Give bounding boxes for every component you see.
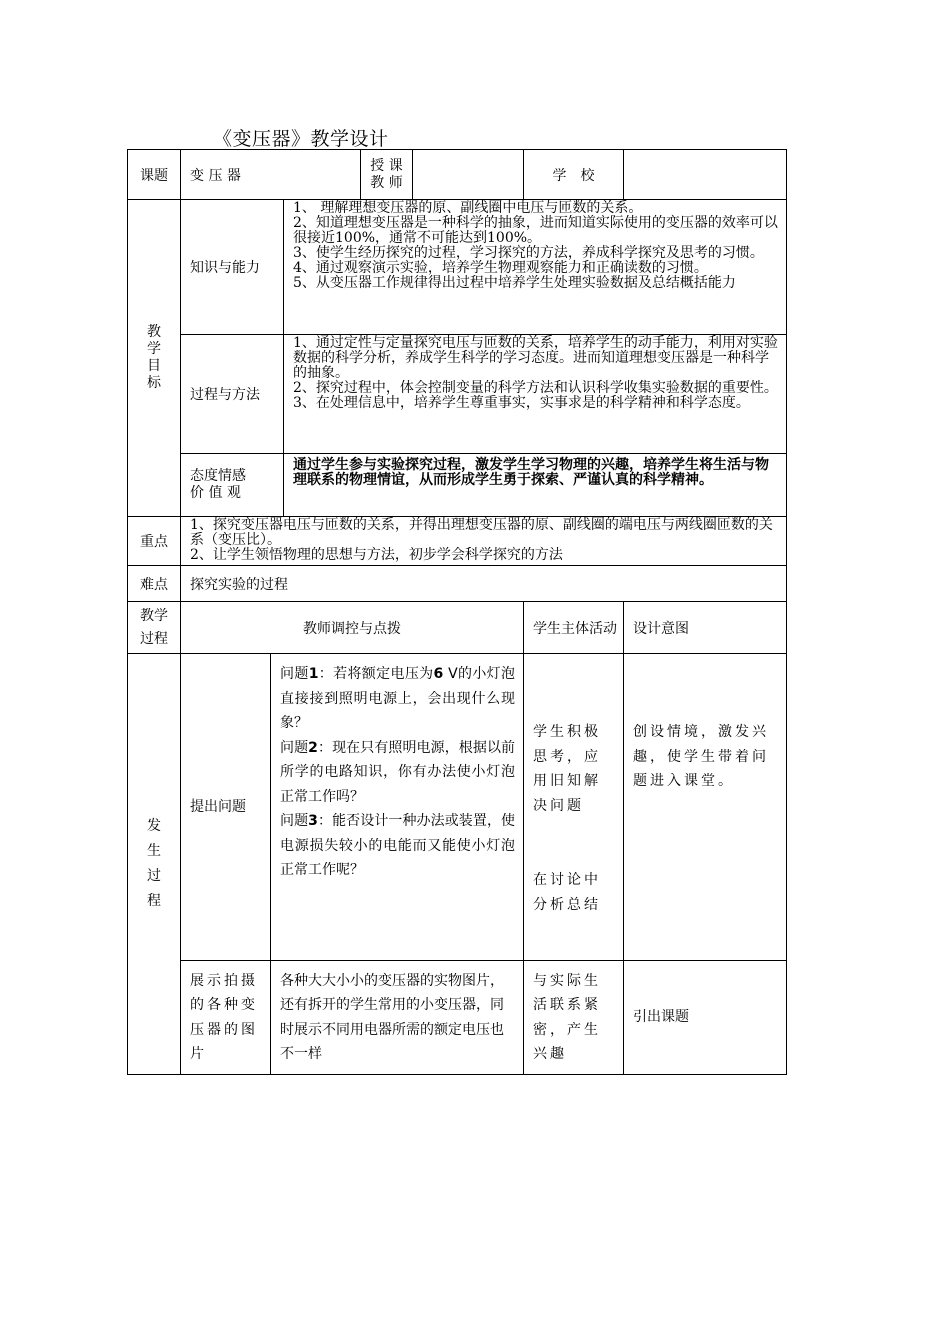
objectives-label-char: 标: [147, 375, 161, 391]
process-header-label: [128, 602, 181, 654]
student-activity-1: [524, 654, 624, 961]
process-rows-label-char: 程: [147, 893, 161, 909]
objectives-label-char: 教: [147, 324, 161, 340]
objectives-label-char: 学: [147, 341, 161, 357]
question-number: 2: [308, 739, 318, 756]
question-3: [280, 809, 515, 883]
question-prefix: 问题: [280, 739, 309, 756]
design-column-header: 设计意图: [624, 602, 787, 654]
knowledge-line: 3、使学生经历探究的过程，学习探究的方法，养成科学探究及思考的习惯。: [293, 245, 764, 261]
teacher-show-pictures: 各种大大小小的变压器的实物图片，还有拆开的学生常用的小变压器，同时展示不同用电器所需的额定电压也不一样: [271, 961, 524, 1075]
student-activity-2: 与实际生活联系紧密，产生兴趣: [524, 961, 624, 1075]
school-label: 学 校: [524, 150, 624, 200]
process-header-label-line-1: 教学: [140, 607, 168, 624]
attitude-label-line-2: 价 值 观: [190, 485, 241, 501]
objective-attitude-row: [128, 454, 787, 517]
difficulty-row: [128, 566, 787, 602]
question-number: 3: [308, 813, 318, 829]
difficulty-content: 探究实验的过程: [181, 566, 787, 602]
question-2: [280, 736, 515, 810]
knowledge-line: 1、 理解理想变压器的原、副线圈中电压与匝数的关系。: [293, 200, 643, 216]
question-text: V的小灯泡直接接到照明电源上，会出现什么现象？: [280, 666, 516, 731]
question-prefix: 问题: [280, 813, 309, 829]
key-points-row: [128, 517, 787, 566]
process-line: 2、探究过程中，体会控制变量的科学方法和认识科学收集实验数据的重要性。: [293, 380, 778, 396]
topic-label: 课题: [128, 150, 181, 200]
objectives-label: [128, 200, 181, 517]
knowledge-label: 知识与能力: [181, 200, 284, 335]
key-points-label: 重点: [128, 517, 181, 566]
process-row-pictures: [128, 961, 787, 1075]
knowledge-line: 4、通过观察演示实验，培养学生物理观察能力和正确读数的习惯。: [293, 260, 708, 276]
knowledge-line: 2、知道理想变压器是一种科学的抽象，进而知道实际使用的变压器的效率可以很接近100%，通常不可能达到100%。: [293, 215, 778, 246]
question-1: [280, 662, 515, 736]
teacher-value: [413, 150, 524, 200]
process-header-label-line-2: 过程: [140, 630, 168, 647]
process-header-row: [128, 602, 787, 654]
header-row: [128, 150, 787, 200]
objective-knowledge-row: [128, 200, 787, 335]
school-value: [624, 150, 787, 200]
teacher-column-header: 教师调控与点拨: [181, 602, 524, 654]
key-points-content: [181, 517, 787, 566]
design-intent-2: 引出课题: [624, 961, 787, 1075]
process-rows-label-char: 生: [147, 843, 161, 859]
knowledge-line: 5、从变压器工作规律得出过程中培养学生处理实验数据及总结概括能力: [293, 275, 736, 291]
page-title: 《变压器》教学设计: [213, 128, 389, 150]
voltage-value: 6: [433, 666, 444, 682]
process-row-questions: [128, 654, 787, 961]
question-prefix: 问题: [280, 666, 309, 682]
stage-show-pictures: 展示拍摄的各种变压器的图片: [181, 961, 271, 1075]
question-text: ：若将额定电压为: [318, 666, 434, 682]
teacher-label-line-1: 授 课: [370, 157, 403, 174]
stage-ask-questions: 提出问题: [181, 654, 271, 961]
lesson-plan-table: [127, 149, 787, 1075]
attitude-content: 通过学生参与实验探究过程，激发学生学习物理的兴趣，培养学生将生活与物理联系的物理情谊，从而形成学生勇于探索、严谨认真的科学精神。: [284, 454, 787, 517]
process-rows-label: [128, 654, 181, 1075]
teacher-label-line-2: 教 师: [370, 174, 403, 191]
key-point-line: 1、探究变压器电压与匝数的关系，并得出理想变压器的原、副线圈的端电压与两线圈匝数的关系（变压比）。: [190, 517, 773, 548]
question-number: 1: [308, 666, 319, 682]
teacher-questions: [271, 654, 524, 961]
process-label: 过程与方法: [181, 335, 284, 454]
difficulty-label: 难点: [128, 566, 181, 602]
knowledge-content: [284, 200, 787, 335]
process-rows-label-char: 过: [147, 868, 161, 884]
attitude-label-line-1: 态度情感: [190, 468, 246, 484]
process-rows-label-char: 发: [147, 818, 161, 834]
student-activity-text: 学生积极思考，应用旧知解决问题: [533, 724, 602, 814]
process-content: [284, 335, 787, 454]
process-line: 3、在处理信息中，培养学生尊重事实，实事求是的科学精神和科学态度。: [293, 395, 750, 411]
objectives-label-char: 目: [147, 358, 161, 374]
attitude-label: [181, 454, 284, 517]
student-activity-text: 在讨论中分析总结: [533, 872, 602, 913]
question-text: ：现在只有照明电源，根据以前所学的电路知识，你有办法使小灯泡正常工作吗？: [280, 739, 516, 805]
student-column-header: 学生主体活动: [524, 602, 624, 654]
process-line: 1、通过定性与定量探究电压与匝数的关系，培养学生的动手能力，利用对实验数据的科学分析，养成学生科学的学习态度。进而知道理想变压器是一种科学的抽象。: [293, 335, 778, 381]
objective-process-row: [128, 335, 787, 454]
key-point-line: 2、让学生领悟物理的思想与方法，初步学会科学探究的方法: [190, 547, 563, 563]
question-text: ：能否设计一种办法或装置，使电源损失较小的电能而又能使小灯泡正常工作呢？: [280, 813, 516, 878]
design-intent-1: 创设情境，激发兴趣，使学生带着问题进入课堂。: [624, 654, 787, 961]
teacher-label: [361, 150, 413, 200]
topic-value: 变 压 器: [181, 150, 361, 200]
